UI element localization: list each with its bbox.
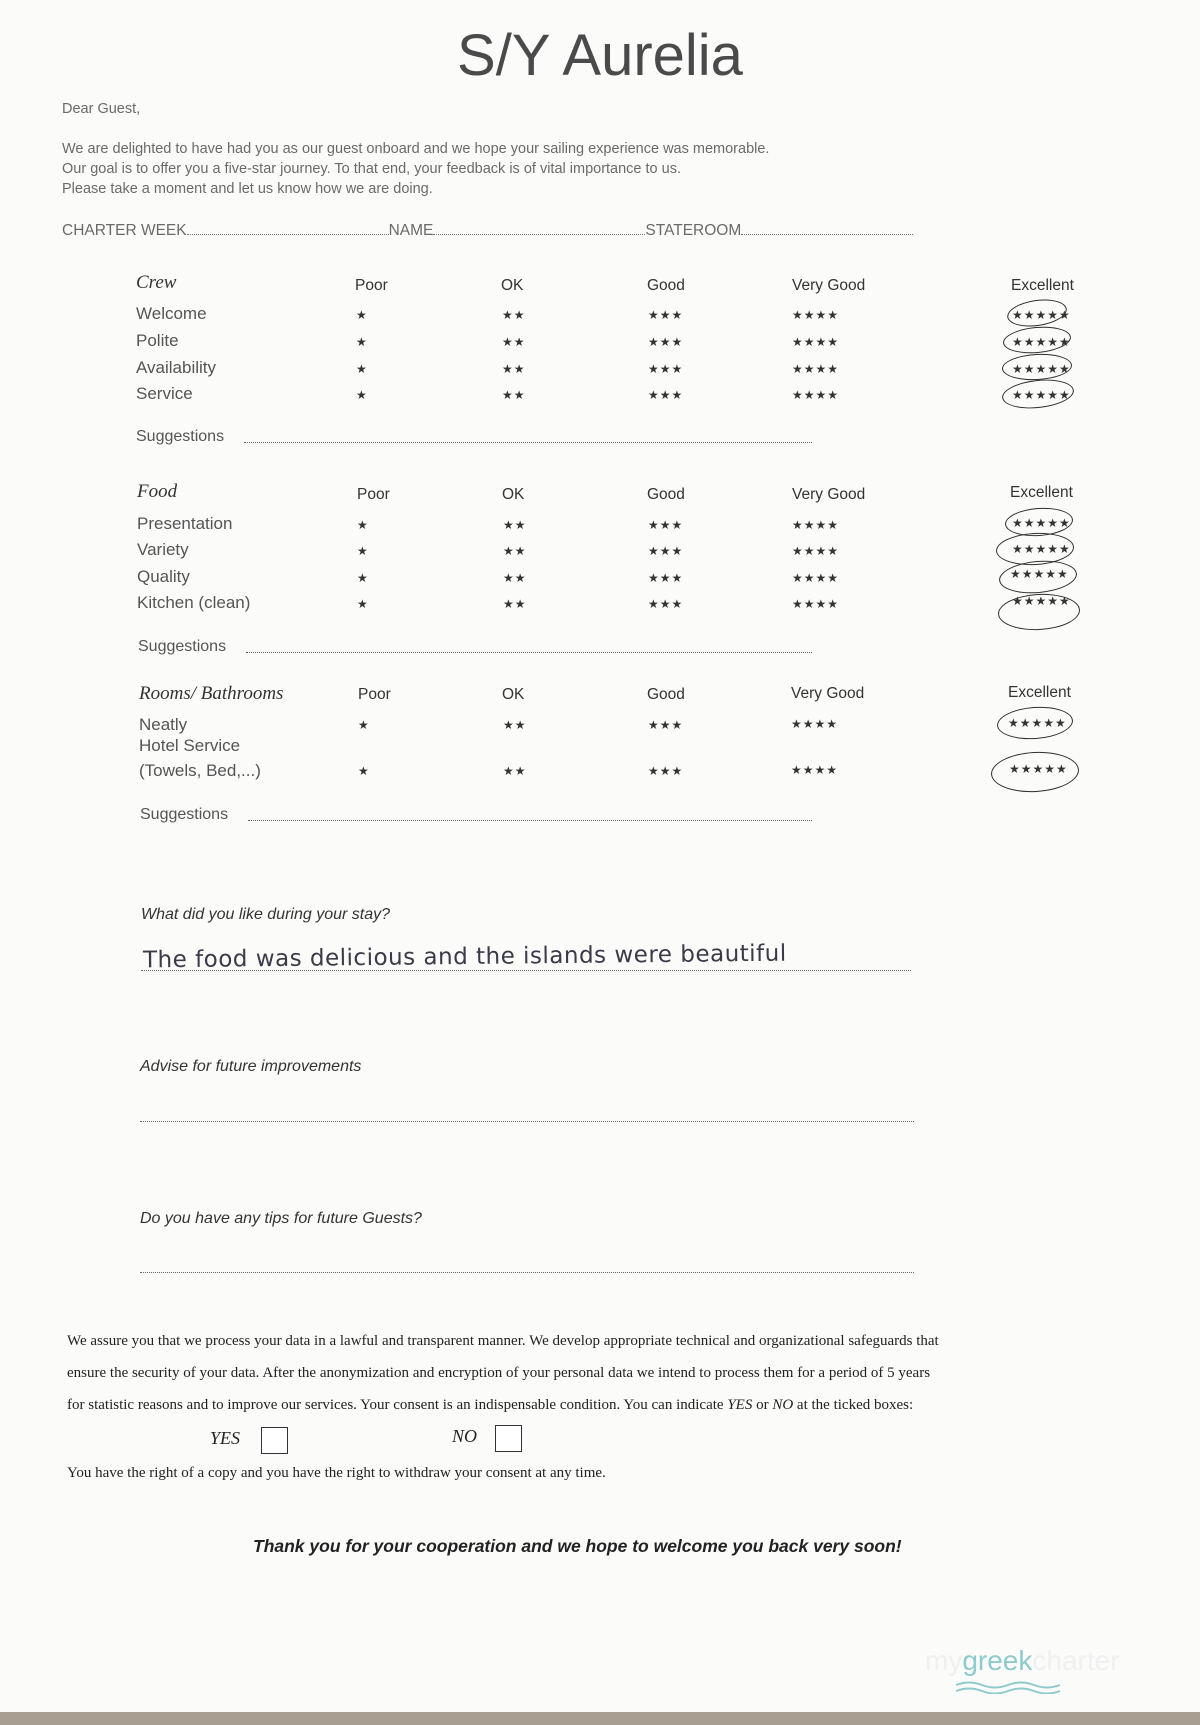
charter-details-row (62, 222, 913, 240)
star-option-3[interactable]: ★★★ (648, 718, 684, 732)
star-option-3[interactable]: ★★★ (648, 571, 684, 585)
row-label: Variety (137, 540, 189, 559)
star-option-4[interactable]: ★★★★ (792, 335, 840, 349)
rating-header-good: Good (647, 686, 685, 703)
star-option-3[interactable]: ★★★ (648, 362, 684, 376)
rating-header-excellent: Excellent (1011, 277, 1074, 294)
row-label: Kitchen (clean) (137, 593, 251, 612)
question-improvements: Advise for future improvements (140, 1058, 362, 1075)
star-option-4[interactable]: ★★★★ (792, 388, 840, 402)
rating-header-good: Good (647, 486, 685, 503)
row-label: Neatly (139, 715, 188, 734)
star-option-5[interactable]: ★★★★★ (1012, 516, 1071, 530)
star-option-4[interactable]: ★★★★ (792, 597, 840, 611)
watermark-wave-icon (954, 1680, 1064, 1694)
consent-yes-checkbox[interactable] (261, 1427, 288, 1454)
privacy-text-line-3: for statistic reasons and to improve our services. Your consent is an indispensable condition. You can indicate YES or NO at the ticked boxes: (67, 1397, 914, 1413)
star-option-1[interactable]: ★ (357, 544, 369, 558)
suggestions-field[interactable] (248, 820, 812, 821)
rating-header-very-good: Very Good (792, 486, 866, 503)
rating-header-poor: Poor (357, 486, 390, 503)
suggestions-label: Suggestions (136, 428, 225, 445)
suggestions-field[interactable] (246, 652, 812, 653)
intro-line-2: Our goal is to offer you a five-star journey. To that end, your feedback is of vital importance to us. (62, 161, 681, 177)
star-option-2[interactable]: ★★ (503, 544, 527, 558)
section-title: Food (137, 481, 178, 502)
star-option-3[interactable]: ★★★ (648, 518, 684, 532)
star-option-2[interactable]: ★★ (502, 362, 526, 376)
star-option-3[interactable]: ★★★ (648, 764, 684, 778)
consent-no-label: NO (452, 1426, 478, 1446)
star-option-5[interactable]: ★★★★★ (1012, 594, 1071, 608)
row-label: Welcome (136, 304, 207, 323)
rating-header-excellent: Excellent (1008, 684, 1071, 701)
section-title: Crew (136, 272, 177, 293)
star-option-4[interactable]: ★★★★ (791, 763, 839, 777)
rating-header-ok: OK (501, 277, 524, 294)
charter-week-label: CHARTER WEEK (62, 222, 187, 239)
star-option-5[interactable]: ★★★★★ (1012, 362, 1071, 376)
rights-text: You have the right of a copy and you have the right to withdraw your consent at any time. (67, 1465, 606, 1481)
star-option-1[interactable]: ★ (356, 308, 368, 322)
star-option-1[interactable]: ★ (357, 518, 369, 532)
star-option-5[interactable]: ★★★★★ (1012, 308, 1071, 322)
star-option-2[interactable]: ★★ (503, 764, 527, 778)
rating-header-ok: OK (502, 686, 525, 703)
star-option-3[interactable]: ★★★ (648, 544, 684, 558)
row-label: Service (136, 384, 193, 403)
star-option-1[interactable]: ★ (356, 335, 368, 349)
privacy-text-line-2: ensure the security of your data. After the anonymization and encryption of your personal data we intend to process them for a period of 5 years (67, 1365, 931, 1381)
page-title: S/Y Aurelia (457, 23, 743, 88)
row-label: Hotel Service (139, 736, 241, 755)
rating-header-poor: Poor (358, 686, 391, 703)
star-option-1[interactable]: ★ (356, 388, 368, 402)
row-label: Polite (136, 331, 179, 350)
star-option-4[interactable]: ★★★★ (792, 571, 840, 585)
star-option-5[interactable]: ★★★★★ (1012, 335, 1071, 349)
rating-header-very-good: Very Good (791, 685, 865, 702)
star-option-4[interactable]: ★★★★ (792, 518, 840, 532)
rating-header-very-good: Very Good (792, 277, 866, 294)
rating-header-excellent: Excellent (1010, 484, 1073, 501)
answer-field-tips[interactable] (140, 1272, 914, 1273)
star-option-2[interactable]: ★★ (502, 335, 526, 349)
suggestions-label: Suggestions (138, 638, 227, 655)
star-option-3[interactable]: ★★★ (648, 597, 684, 611)
watermark-logo: mygreekcharter (925, 1645, 1120, 1676)
star-option-2[interactable]: ★★ (503, 571, 527, 585)
name-field[interactable] (433, 234, 645, 235)
stateroom-field[interactable] (741, 234, 913, 235)
charter-week-field[interactable] (187, 234, 389, 235)
consent-yes-label: YES (210, 1428, 241, 1448)
section-title: Rooms/ Bathrooms (139, 683, 284, 704)
star-option-3[interactable]: ★★★ (648, 335, 684, 349)
star-option-5[interactable]: ★★★★★ (1012, 542, 1071, 556)
question-tips: Do you have any tips for future Guests? (140, 1210, 422, 1227)
table-surface (0, 1712, 1200, 1725)
star-option-4[interactable]: ★★★★ (792, 544, 840, 558)
star-option-5[interactable]: ★★★★★ (1008, 716, 1067, 730)
stateroom-label: STATEROOM (645, 222, 742, 239)
row-label: Presentation (137, 514, 233, 533)
star-option-2[interactable]: ★★ (502, 388, 526, 402)
star-option-2[interactable]: ★★ (503, 518, 527, 532)
answer-field-liked[interactable] (141, 970, 911, 971)
greeting: Dear Guest, (62, 101, 141, 117)
row-label-continued: (Towels, Bed,...) (139, 761, 261, 780)
row-label: Quality (137, 567, 190, 586)
handwritten-answer: The food was delicious and the islands were beautiful (142, 940, 787, 974)
name-label: NAME (388, 222, 434, 239)
star-option-2[interactable]: ★★ (502, 308, 526, 322)
intro-line-3: Please take a moment and let us know how we are doing. (62, 181, 433, 197)
star-option-4[interactable]: ★★★★ (792, 362, 840, 376)
row-label: Availability (136, 358, 217, 377)
star-option-1[interactable]: ★ (357, 597, 369, 611)
star-option-3[interactable]: ★★★ (648, 308, 684, 322)
star-option-5[interactable]: ★★★★★ (1010, 567, 1069, 581)
star-option-4[interactable]: ★★★★ (791, 717, 839, 731)
question-liked: What did you like during your stay? (141, 906, 391, 923)
star-option-1[interactable]: ★ (357, 571, 369, 585)
closing-message: Thank you for your cooperation and we hope to welcome you back very soon! (253, 1536, 902, 1556)
star-option-4[interactable]: ★★★★ (792, 308, 840, 322)
privacy-text-line-1: We assure you that we process your data in a lawful and transparent manner. We develop appropriate technical and organizational safeguards that (67, 1333, 939, 1349)
rating-header-good: Good (647, 277, 685, 294)
star-option-5[interactable]: ★★★★★ (1009, 762, 1068, 776)
consent-no-checkbox[interactable] (495, 1425, 522, 1452)
rating-header-ok: OK (502, 486, 525, 503)
rating-header-poor: Poor (355, 277, 388, 294)
answer-field-improvements[interactable] (140, 1121, 914, 1122)
suggestions-field[interactable] (244, 442, 812, 443)
star-option-1[interactable]: ★ (358, 764, 370, 778)
star-option-1[interactable]: ★ (356, 362, 368, 376)
star-option-5[interactable]: ★★★★★ (1012, 388, 1071, 402)
suggestions-label: Suggestions (140, 806, 229, 823)
star-option-3[interactable]: ★★★ (648, 388, 684, 402)
intro-line-1: We are delighted to have had you as our guest onboard and we hope your sailing experience was memorable. (62, 141, 770, 157)
star-option-1[interactable]: ★ (358, 718, 370, 732)
star-option-2[interactable]: ★★ (503, 718, 527, 732)
star-option-2[interactable]: ★★ (503, 597, 527, 611)
